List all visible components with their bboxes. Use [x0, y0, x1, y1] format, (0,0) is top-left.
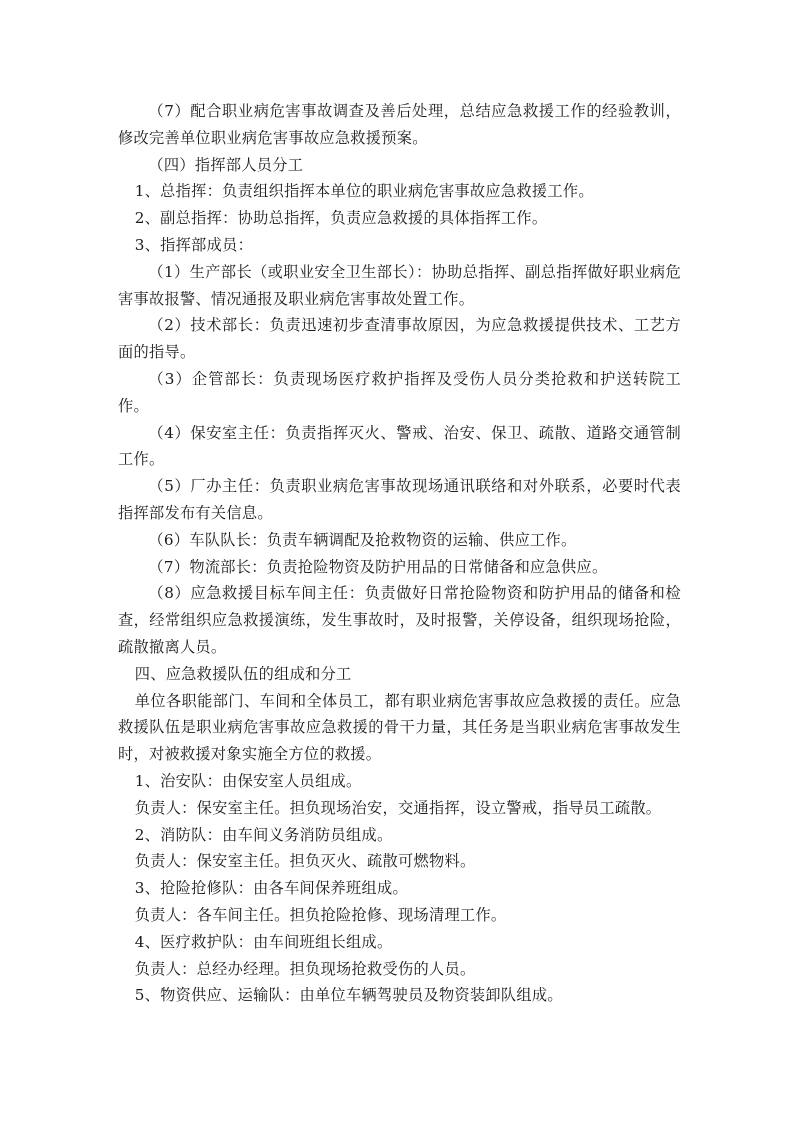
paragraph-fire-team-lead: 负责人：保安室主任。担负灭火、疏散可燃物料。 [134, 852, 476, 871]
paragraph-production-minister: （1）生产部长（或职业安全卫生部长）：协助总指挥、副总指挥做好职业病危害事故报警、情况通报及职业病危害事故处置工作。 [118, 262, 681, 308]
paragraph-fleet-captain: （6）车队队长：负责车辆调配及抢救物资的运输、供应工作。 [148, 530, 577, 549]
paragraph-item7-summary: （7）配合职业病危害事故调查及善后处理，总结应急救援工作的经验教训，修改完善单位职业病危害事故应急救援预案。 [118, 102, 681, 147]
paragraph-repair-team: 3、抢险抢修队：由各车间保养班组成。 [134, 879, 408, 898]
paragraph-fire-team: 2、消防队：由车间义务消防员组成。 [134, 825, 393, 844]
document-page [118, 98, 681, 1009]
paragraph-workshop-director: （8）应急救援目标车间主任：负责做好日常抢险物资和防护用品的储备和检查，经常组织应急救援演练，发生事故时，及时报警，关停设备，组织现场抢险，疏散撤离人员。 [118, 584, 681, 656]
paragraph-repair-team-lead: 负责人：各车间主任。担负抢险抢修、现场清理工作。 [134, 905, 507, 924]
paragraph-security-team: 1、治安队：由保安室人员组成。 [134, 771, 362, 790]
paragraph-medical-team: 4、医疗救护队：由车间班组长组成。 [134, 932, 393, 951]
heading-command-division: （四）指挥部人员分工 [148, 155, 304, 174]
paragraph-rescue-team-intro: 单位各职能部门、车间和全体员工，都有职业病危害事故应急救援的责任。应急救援队伍是职业病危害事故应急救援的骨干力量，其任务是当职业病危害事故发生时，对被救援对象实施全方位的救援。 [118, 691, 681, 764]
paragraph-logistics-minister: （7）物流部长：负责抢险物资及防护用品的日常储备和应急供应。 [148, 557, 608, 576]
paragraph-security-director: （4）保安室主任：负责指挥灭火、警戒、治安、保卫、疏散、道路交通管制工作。 [118, 423, 681, 469]
paragraph-management-minister: （3）企管部长：负责现场医疗救护指挥及受伤人员分类抢救和护送转院工作。 [118, 369, 681, 415]
paragraph-command-members: 3、指挥部成员： [134, 235, 254, 254]
paragraph-technical-minister: （2）技术部长：负责迅速初步查清事故原因，为应急救援提供技术、工艺方面的指导。 [118, 316, 681, 362]
paragraph-deputy-commander: 2、副总指挥：协助总指挥，负责应急救援的具体指挥工作。 [134, 209, 548, 228]
paragraph-medical-team-lead: 负责人：总经办经理。担负现场抢救受伤的人员。 [134, 959, 476, 978]
paragraph-supply-transport-team: 5、物资供应、运输队：由单位车辆驾驶员及物资装卸队组成。 [134, 986, 563, 1005]
paragraph-factory-office-director: （5）厂办主任：负责职业病危害事故现场通讯联络和对外联系，必要时代表指挥部发布有关信息。 [118, 477, 681, 522]
heading-rescue-team: 四、应急救援队伍的组成和分工 [134, 664, 352, 683]
paragraph-commander: 1、总指挥：负责组织指挥本单位的职业病危害事故应急救援工作。 [134, 182, 594, 201]
paragraph-security-team-lead: 负责人：保安室主任。担负现场治安，交通指挥，设立警戒，指导员工疏散。 [134, 798, 662, 817]
